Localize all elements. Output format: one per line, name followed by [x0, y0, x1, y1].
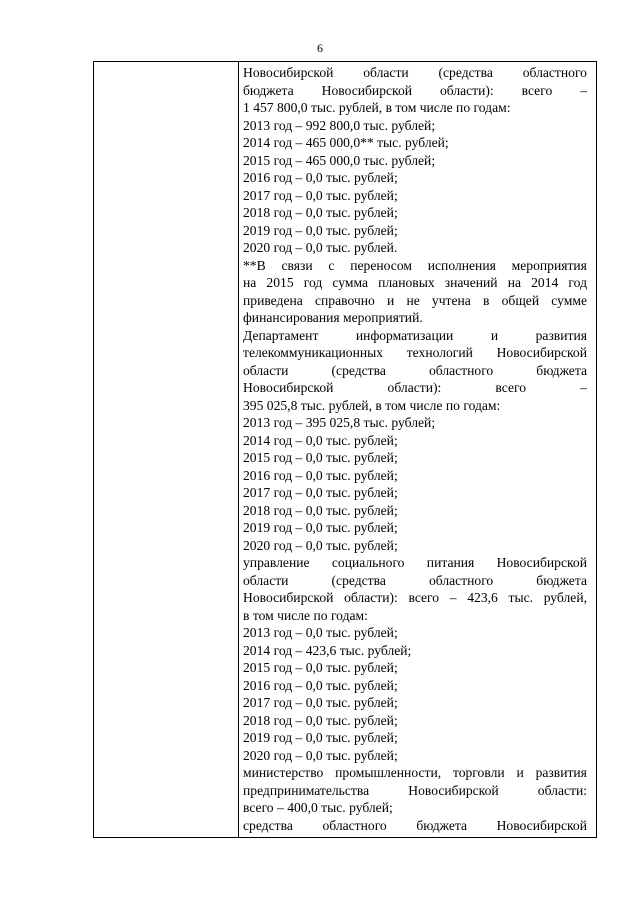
text-line: 2016 год – 0,0 тыс. рублей; — [243, 467, 398, 483]
text-line: всего – 400,0 тыс. рублей; — [243, 800, 393, 815]
text-line: 2013 год – 395 025,8 тыс. рублей; — [243, 415, 436, 430]
word: технологий — [406, 345, 473, 360]
word: бюджета — [416, 817, 468, 833]
word: тыс. — [508, 590, 534, 605]
text-line — [243, 817, 587, 835]
word: министерство — [243, 765, 324, 780]
word: Новосибирской — [243, 380, 334, 395]
text-line: 1 457 800,0 тыс. рублей, в том числе по годам: — [243, 100, 511, 115]
word: год — [568, 275, 587, 290]
document-table — [93, 61, 597, 838]
word: социального — [331, 555, 405, 570]
text-line: 2016 год – 0,0 тыс. рублей; — [243, 677, 398, 693]
word: области — [243, 362, 289, 378]
text-line — [243, 782, 587, 800]
word: приведена — [243, 292, 303, 308]
word: управление — [243, 555, 310, 570]
word: бюджета — [536, 572, 587, 588]
word: телекоммуникационных — [243, 345, 384, 360]
text-line — [243, 379, 587, 397]
text-line: 2013 год – 992 800,0 тыс. рублей; — [243, 117, 436, 133]
word: и — [386, 292, 395, 308]
text-line: 2014 год – 0,0 тыс. рублей; — [243, 432, 398, 448]
text-line: 2014 год – 465 000,0** тыс. рублей; — [243, 135, 449, 150]
word: Новосибирской — [496, 817, 587, 833]
text-line: 2018 год – 0,0 тыс. рублей; — [243, 502, 398, 518]
word: с — [328, 257, 335, 273]
word: исполнения — [427, 257, 496, 273]
word: области): — [439, 82, 494, 98]
word: области — [243, 572, 289, 588]
word: промышленности, — [335, 765, 442, 780]
word: на — [243, 275, 257, 290]
table-left-column-cell — [94, 62, 239, 837]
text-line: 2020 год – 0,0 тыс. рублей; — [243, 537, 398, 553]
word: областного — [322, 817, 387, 833]
word: Департамент — [243, 327, 319, 343]
word: Новосибирской — [408, 782, 499, 798]
word: бюджета — [243, 82, 294, 98]
text-line: 2016 год – 0,0 тыс. рублей; — [243, 170, 398, 185]
word: бюджета — [536, 362, 587, 378]
text-line — [243, 362, 587, 380]
word: развития — [535, 765, 587, 780]
word: значений — [444, 275, 498, 290]
text-line: 395 025,8 тыс. рублей, в том числе по годам: — [243, 397, 501, 413]
text-line: 2019 год – 0,0 тыс. рублей; — [243, 730, 398, 745]
word: мероприятия — [511, 257, 587, 273]
word: Новосибирской — [321, 82, 413, 98]
word: торговли — [452, 765, 505, 780]
word: всего — [495, 380, 527, 395]
text-line — [243, 344, 587, 362]
word: областного — [522, 65, 587, 80]
word: Новосибирской — [496, 345, 587, 360]
word: – — [580, 82, 587, 98]
text-line: 2015 год – 0,0 тыс. рублей; — [243, 660, 398, 675]
word: (средства — [331, 362, 386, 378]
text-line — [243, 327, 587, 345]
word: справочно — [314, 292, 375, 308]
word: области): — [344, 590, 398, 605]
word: 2015 — [266, 275, 294, 290]
word: информатизации — [355, 327, 454, 343]
word: сумме — [551, 292, 587, 308]
text-line — [243, 257, 587, 275]
word: питания — [426, 555, 475, 570]
word: области: — [537, 782, 587, 798]
text-line: 2017 год – 0,0 тыс. рублей; — [243, 187, 398, 203]
text-line — [243, 274, 587, 292]
text-line: 2017 год – 0,0 тыс. рублей; — [243, 485, 398, 500]
word: связи — [281, 257, 313, 273]
word: – — [449, 590, 457, 605]
word: и — [516, 765, 524, 780]
text-line: 2017 год – 0,0 тыс. рублей; — [243, 695, 398, 710]
text-line — [243, 292, 587, 310]
word: рублей, — [543, 590, 587, 605]
text-line — [243, 554, 587, 572]
word: средства — [243, 817, 293, 833]
word: учтена — [431, 292, 471, 308]
text-line: в том числе по годам: — [243, 607, 368, 623]
text-line — [243, 764, 587, 782]
word: предпринимательства — [243, 782, 370, 798]
word: всего — [408, 590, 440, 605]
word: Новосибирской — [496, 555, 587, 570]
word: и — [490, 327, 499, 343]
word: год — [303, 275, 323, 290]
word: плановых — [378, 275, 435, 290]
word: не — [406, 292, 420, 308]
text-line: 2015 год – 465 000,0 тыс. рублей; — [243, 152, 436, 168]
text-line — [243, 64, 587, 82]
word: всего — [521, 82, 553, 98]
word: областного — [428, 362, 494, 378]
word: общей — [501, 292, 540, 308]
word: сумма — [332, 275, 369, 290]
word: – — [580, 380, 587, 395]
text-line: 2019 год – 0,0 тыс. рублей; — [243, 520, 398, 535]
text-line: 2020 год – 0,0 тыс. рублей. — [243, 240, 398, 255]
text-line: 2018 год – 0,0 тыс. рублей; — [243, 712, 398, 728]
text-line — [243, 589, 587, 607]
word: развития — [535, 327, 587, 343]
text-line: финансирования мероприятий. — [243, 310, 423, 325]
text-line: 2020 год – 0,0 тыс. рублей; — [243, 747, 398, 763]
text-line: 2014 год – 423,6 тыс. рублей; — [243, 642, 412, 658]
word: (средства — [331, 572, 386, 588]
word: области — [363, 65, 409, 80]
word: (средства — [438, 65, 493, 80]
word: области): — [387, 380, 442, 395]
word: 423,6 — [467, 590, 498, 605]
text-line — [243, 572, 587, 590]
word: Новосибирской — [243, 65, 334, 80]
text-line: 2019 год – 0,0 тыс. рублей; — [243, 222, 398, 238]
word: переносом — [350, 257, 412, 273]
table-right-column-cell — [243, 64, 587, 834]
word: Новосибирской — [243, 590, 334, 605]
word: 2014 — [531, 275, 559, 290]
word: **В — [243, 257, 266, 273]
text-line: 2018 год – 0,0 тыс. рублей; — [243, 205, 398, 220]
text-line: 2015 год – 0,0 тыс. рублей; — [243, 450, 398, 465]
word: на — [507, 275, 522, 290]
word: областного — [428, 572, 494, 588]
page-number: 6 — [317, 41, 323, 55]
word: в — [483, 292, 490, 308]
text-line: 2013 год – 0,0 тыс. рублей; — [243, 625, 398, 640]
text-line — [243, 82, 587, 100]
